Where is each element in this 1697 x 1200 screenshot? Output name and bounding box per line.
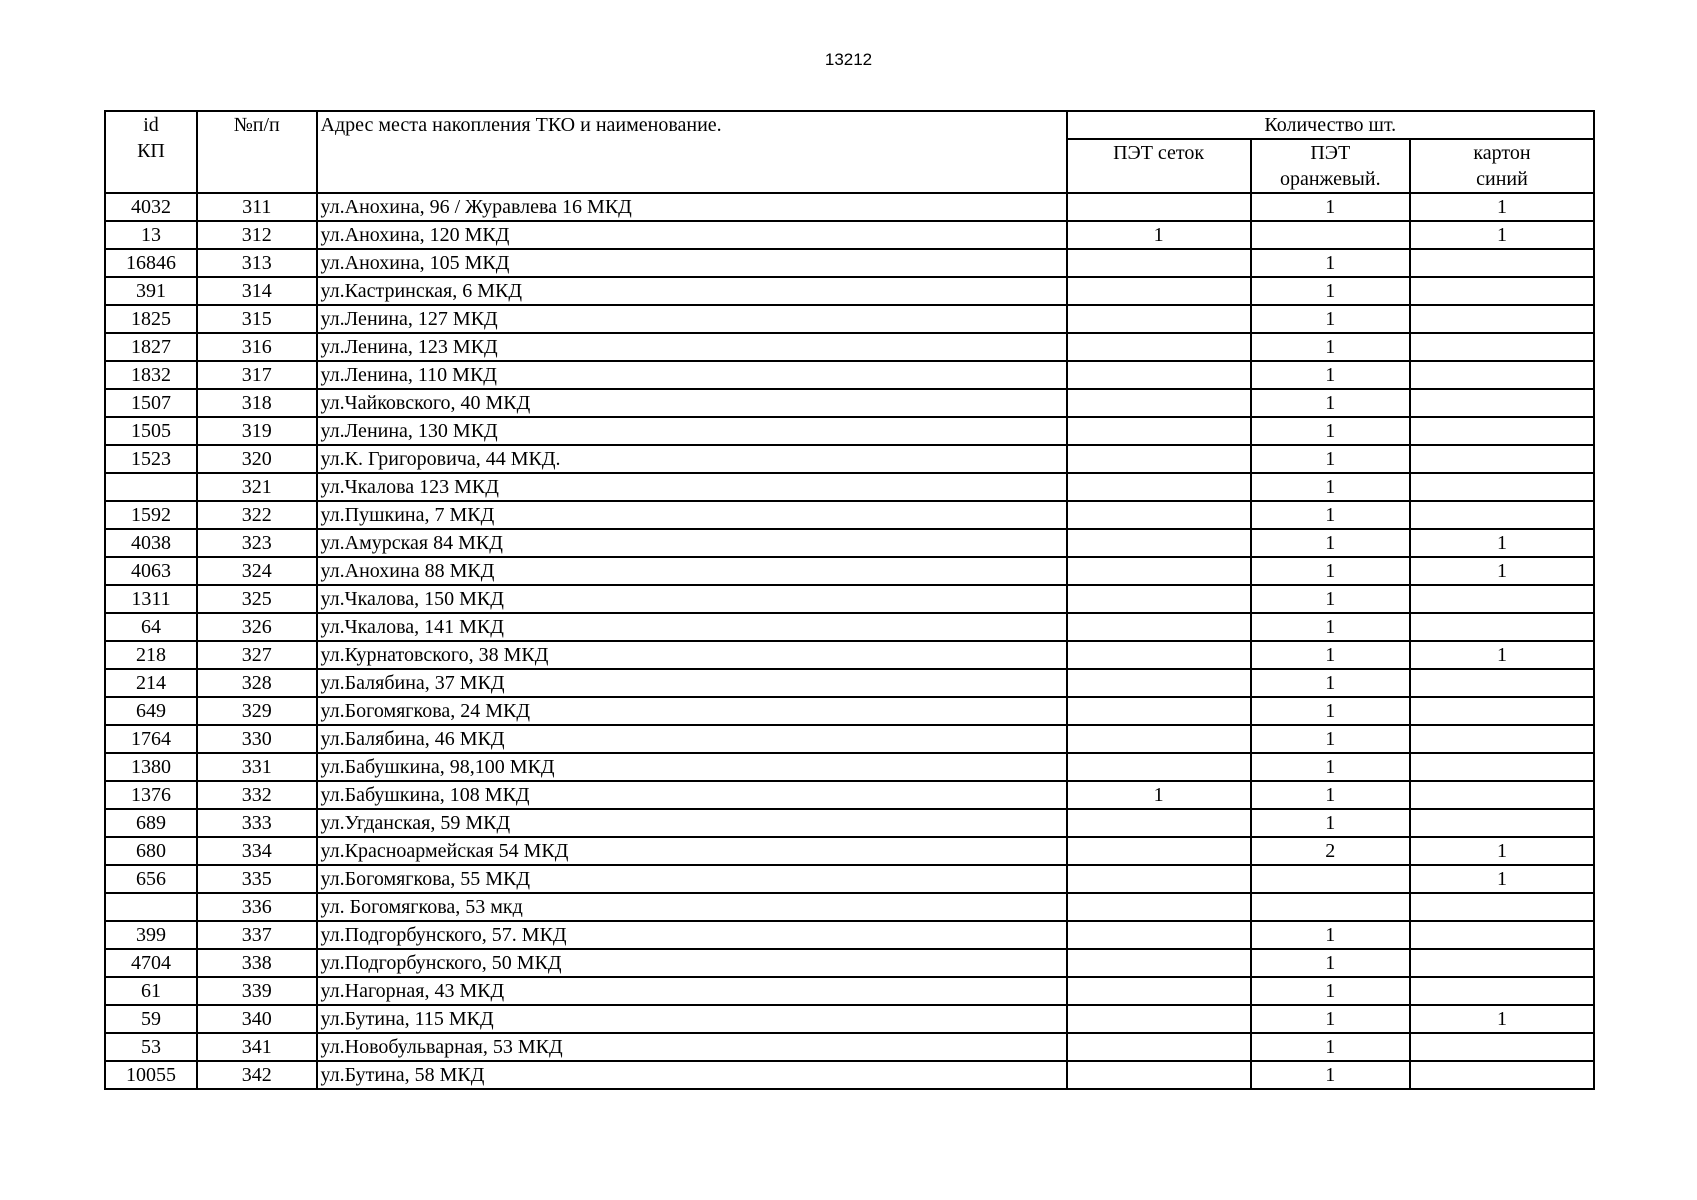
cell-id: 1523	[105, 445, 197, 473]
cell-address: ул.Богомягкова, 55 МКД	[317, 865, 1067, 893]
table-row	[105, 641, 1594, 669]
cell-num: 324	[197, 557, 317, 585]
cell-carton-blue	[1410, 501, 1594, 529]
cell-pet-orange: 1	[1251, 921, 1410, 949]
cell-pet-orange: 1	[1251, 305, 1410, 333]
header-num: №п/п	[197, 111, 317, 193]
cell-pet-nets: 1	[1067, 781, 1251, 809]
cell-carton-blue	[1410, 361, 1594, 389]
cell-address: ул.Чайковского, 40 МКД	[317, 389, 1067, 417]
cell-address: ул.Балябина, 37 МКД	[317, 669, 1067, 697]
cell-address: ул. Богомягкова, 53 мкд	[317, 893, 1067, 921]
cell-num: 327	[197, 641, 317, 669]
cell-address: ул.Курнатовского, 38 МКД	[317, 641, 1067, 669]
cell-pet-nets	[1067, 613, 1251, 641]
cell-pet-nets	[1067, 473, 1251, 501]
table-row	[105, 809, 1594, 837]
cell-id: 1505	[105, 417, 197, 445]
cell-num: 335	[197, 865, 317, 893]
cell-id: 10055	[105, 1061, 197, 1089]
cell-address: ул.Анохина 88 МКД	[317, 557, 1067, 585]
cell-pet-nets	[1067, 809, 1251, 837]
cell-pet-nets	[1067, 333, 1251, 361]
collection-points-table	[104, 110, 1595, 1090]
cell-address: ул.Ленина, 123 МКД	[317, 333, 1067, 361]
cell-pet-nets	[1067, 865, 1251, 893]
cell-carton-blue: 1	[1410, 1005, 1594, 1033]
cell-address: ул.Пушкина, 7 МКД	[317, 501, 1067, 529]
cell-pet-nets	[1067, 725, 1251, 753]
cell-id: 1592	[105, 501, 197, 529]
cell-address: ул.Чкалова 123 МКД	[317, 473, 1067, 501]
cell-num: 319	[197, 417, 317, 445]
cell-num: 320	[197, 445, 317, 473]
cell-pet-nets: 1	[1067, 221, 1251, 249]
table-row	[105, 613, 1594, 641]
cell-num: 323	[197, 529, 317, 557]
cell-id: 399	[105, 921, 197, 949]
header-pet-orange-line2: оранжевый.	[1279, 168, 1381, 190]
cell-num: 331	[197, 753, 317, 781]
cell-num: 328	[197, 669, 317, 697]
table-row	[105, 193, 1594, 221]
table-row	[105, 445, 1594, 473]
cell-carton-blue	[1410, 389, 1594, 417]
cell-pet-nets	[1067, 529, 1251, 557]
cell-address: ул.Анохина, 96 / Журавлева 16 МКД	[317, 193, 1067, 221]
cell-pet-orange	[1251, 893, 1410, 921]
cell-num: 314	[197, 277, 317, 305]
cell-carton-blue: 1	[1410, 557, 1594, 585]
table-row	[105, 333, 1594, 361]
cell-id	[105, 473, 197, 501]
cell-pet-nets	[1067, 417, 1251, 445]
cell-address: ул.Ленина, 130 МКД	[317, 417, 1067, 445]
cell-carton-blue	[1410, 333, 1594, 361]
header-pet-nets: ПЭТ сеток	[1067, 139, 1251, 193]
cell-id: 1825	[105, 305, 197, 333]
cell-num: 339	[197, 977, 317, 1005]
cell-num: 325	[197, 585, 317, 613]
cell-carton-blue	[1410, 613, 1594, 641]
cell-num: 336	[197, 893, 317, 921]
cell-id: 1832	[105, 361, 197, 389]
cell-num: 337	[197, 921, 317, 949]
cell-pet-nets	[1067, 249, 1251, 277]
cell-id: 218	[105, 641, 197, 669]
cell-address: ул.Подгорбунского, 57. МКД	[317, 921, 1067, 949]
cell-pet-orange	[1251, 221, 1410, 249]
cell-pet-orange: 1	[1251, 613, 1410, 641]
cell-carton-blue	[1410, 249, 1594, 277]
cell-pet-nets	[1067, 1005, 1251, 1033]
cell-pet-nets	[1067, 277, 1251, 305]
cell-num: 333	[197, 809, 317, 837]
cell-pet-orange: 1	[1251, 1005, 1410, 1033]
cell-pet-nets	[1067, 1033, 1251, 1061]
table-header	[105, 111, 1594, 193]
cell-carton-blue	[1410, 473, 1594, 501]
cell-num: 313	[197, 249, 317, 277]
table-row	[105, 305, 1594, 333]
cell-pet-orange: 1	[1251, 1033, 1410, 1061]
cell-address: ул.Богомягкова, 24 МКД	[317, 697, 1067, 725]
header-pet-orange	[1251, 139, 1410, 193]
cell-address: ул.Анохина, 120 МКД	[317, 221, 1067, 249]
table-row	[105, 1033, 1594, 1061]
header-carton-line2: синий	[1476, 168, 1528, 190]
cell-pet-orange: 1	[1251, 193, 1410, 221]
header-quantity: Количество шт.	[1067, 111, 1594, 139]
cell-pet-orange: 1	[1251, 725, 1410, 753]
table-row	[105, 585, 1594, 613]
cell-pet-orange: 2	[1251, 837, 1410, 865]
table-row	[105, 725, 1594, 753]
table-row	[105, 977, 1594, 1005]
cell-carton-blue	[1410, 1033, 1594, 1061]
cell-pet-orange: 1	[1251, 529, 1410, 557]
table-row	[105, 893, 1594, 921]
cell-pet-orange: 1	[1251, 417, 1410, 445]
cell-pet-orange: 1	[1251, 753, 1410, 781]
cell-num: 330	[197, 725, 317, 753]
header-address: Адрес места накопления ТКО и наименование.	[317, 111, 1067, 193]
cell-pet-orange: 1	[1251, 1061, 1410, 1089]
table-row	[105, 865, 1594, 893]
header-id-line1: id	[143, 114, 159, 136]
cell-carton-blue	[1410, 417, 1594, 445]
cell-id: 1380	[105, 753, 197, 781]
cell-num: 322	[197, 501, 317, 529]
cell-id: 16846	[105, 249, 197, 277]
table-row	[105, 1061, 1594, 1089]
cell-carton-blue: 1	[1410, 865, 1594, 893]
header-id-line2: КП	[137, 140, 165, 162]
cell-address: ул.Ленина, 127 МКД	[317, 305, 1067, 333]
cell-id: 680	[105, 837, 197, 865]
cell-pet-nets	[1067, 585, 1251, 613]
cell-carton-blue	[1410, 1061, 1594, 1089]
cell-id: 391	[105, 277, 197, 305]
cell-carton-blue	[1410, 809, 1594, 837]
table-row	[105, 501, 1594, 529]
cell-pet-orange: 1	[1251, 809, 1410, 837]
cell-pet-nets	[1067, 501, 1251, 529]
cell-id: 1764	[105, 725, 197, 753]
cell-address: ул.Чкалова, 150 МКД	[317, 585, 1067, 613]
table-row	[105, 781, 1594, 809]
cell-carton-blue: 1	[1410, 193, 1594, 221]
cell-pet-orange: 1	[1251, 389, 1410, 417]
cell-num: 312	[197, 221, 317, 249]
cell-num: 341	[197, 1033, 317, 1061]
cell-address: ул.Нагорная, 43 МКД	[317, 977, 1067, 1005]
cell-id: 1827	[105, 333, 197, 361]
cell-address: ул.Амурская 84 МКД	[317, 529, 1067, 557]
cell-pet-orange: 1	[1251, 445, 1410, 473]
cell-carton-blue	[1410, 725, 1594, 753]
cell-pet-orange: 1	[1251, 277, 1410, 305]
cell-carton-blue	[1410, 305, 1594, 333]
cell-carton-blue	[1410, 669, 1594, 697]
cell-pet-nets	[1067, 669, 1251, 697]
cell-pet-orange: 1	[1251, 557, 1410, 585]
cell-pet-nets	[1067, 557, 1251, 585]
cell-pet-orange: 1	[1251, 501, 1410, 529]
table-row	[105, 753, 1594, 781]
cell-pet-nets	[1067, 361, 1251, 389]
cell-num: 321	[197, 473, 317, 501]
cell-id: 1311	[105, 585, 197, 613]
cell-pet-nets	[1067, 837, 1251, 865]
table-row	[105, 921, 1594, 949]
cell-id: 4063	[105, 557, 197, 585]
cell-num: 316	[197, 333, 317, 361]
cell-pet-orange: 1	[1251, 697, 1410, 725]
table-row	[105, 1005, 1594, 1033]
cell-pet-orange: 1	[1251, 641, 1410, 669]
table-row	[105, 249, 1594, 277]
table-row	[105, 697, 1594, 725]
cell-id	[105, 893, 197, 921]
header-pet-orange-line1: ПЭТ	[1310, 142, 1351, 164]
table-body	[105, 193, 1594, 1089]
cell-id: 53	[105, 1033, 197, 1061]
cell-carton-blue: 1	[1410, 837, 1594, 865]
cell-pet-nets	[1067, 977, 1251, 1005]
cell-num: 332	[197, 781, 317, 809]
cell-id: 1376	[105, 781, 197, 809]
cell-id: 59	[105, 1005, 197, 1033]
cell-pet-orange: 1	[1251, 473, 1410, 501]
cell-num: 334	[197, 837, 317, 865]
cell-pet-nets	[1067, 753, 1251, 781]
table-row	[105, 389, 1594, 417]
cell-pet-nets	[1067, 893, 1251, 921]
cell-carton-blue	[1410, 977, 1594, 1005]
table-row	[105, 669, 1594, 697]
cell-address: ул.Анохина, 105 МКД	[317, 249, 1067, 277]
cell-pet-nets	[1067, 949, 1251, 977]
table-row	[105, 529, 1594, 557]
cell-num: 340	[197, 1005, 317, 1033]
cell-carton-blue: 1	[1410, 529, 1594, 557]
cell-pet-orange: 1	[1251, 249, 1410, 277]
cell-id: 689	[105, 809, 197, 837]
cell-address: ул.Чкалова, 141 МКД	[317, 613, 1067, 641]
cell-pet-orange: 1	[1251, 333, 1410, 361]
cell-pet-nets	[1067, 193, 1251, 221]
cell-id: 1507	[105, 389, 197, 417]
cell-carton-blue	[1410, 921, 1594, 949]
table-row	[105, 221, 1594, 249]
cell-address: ул.Кастринская, 6 МКД	[317, 277, 1067, 305]
table-row	[105, 473, 1594, 501]
cell-carton-blue	[1410, 277, 1594, 305]
cell-pet-nets	[1067, 641, 1251, 669]
cell-pet-orange: 1	[1251, 361, 1410, 389]
cell-num: 311	[197, 193, 317, 221]
cell-carton-blue	[1410, 697, 1594, 725]
cell-address: ул.Красноармейская 54 МКД	[317, 837, 1067, 865]
cell-id: 214	[105, 669, 197, 697]
cell-address: ул.Новобульварная, 53 МКД	[317, 1033, 1067, 1061]
cell-pet-orange	[1251, 865, 1410, 893]
cell-carton-blue	[1410, 585, 1594, 613]
cell-address: ул.Ленина, 110 МКД	[317, 361, 1067, 389]
header-carton-line1: картон	[1473, 142, 1531, 164]
cell-carton-blue: 1	[1410, 641, 1594, 669]
table-row	[105, 361, 1594, 389]
cell-pet-nets	[1067, 389, 1251, 417]
cell-carton-blue: 1	[1410, 221, 1594, 249]
cell-id: 656	[105, 865, 197, 893]
cell-pet-orange: 1	[1251, 669, 1410, 697]
header-carton-blue	[1410, 139, 1594, 193]
cell-num: 338	[197, 949, 317, 977]
cell-num: 318	[197, 389, 317, 417]
cell-pet-nets	[1067, 1061, 1251, 1089]
cell-id: 4704	[105, 949, 197, 977]
table-row	[105, 837, 1594, 865]
cell-num: 317	[197, 361, 317, 389]
cell-address: ул.Подгорбунского, 50 МКД	[317, 949, 1067, 977]
header-id	[105, 111, 197, 193]
table-row	[105, 417, 1594, 445]
page-number: 13212	[824, 50, 873, 69]
cell-pet-orange: 1	[1251, 781, 1410, 809]
cell-carton-blue	[1410, 781, 1594, 809]
cell-num: 326	[197, 613, 317, 641]
table-row	[105, 277, 1594, 305]
cell-pet-nets	[1067, 697, 1251, 725]
cell-pet-orange: 1	[1251, 977, 1410, 1005]
table-row	[105, 949, 1594, 977]
cell-id: 4032	[105, 193, 197, 221]
cell-address: ул.Угданская, 59 МКД	[317, 809, 1067, 837]
cell-address: ул.Бутина, 58 МКД	[317, 1061, 1067, 1089]
cell-pet-orange: 1	[1251, 585, 1410, 613]
table-row	[105, 557, 1594, 585]
cell-pet-orange: 1	[1251, 949, 1410, 977]
cell-num: 342	[197, 1061, 317, 1089]
cell-pet-nets	[1067, 921, 1251, 949]
cell-address: ул.Бабушкина, 98,100 МКД	[317, 753, 1067, 781]
cell-carton-blue	[1410, 445, 1594, 473]
cell-id: 64	[105, 613, 197, 641]
cell-address: ул.Балябина, 46 МКД	[317, 725, 1067, 753]
cell-num: 329	[197, 697, 317, 725]
cell-id: 61	[105, 977, 197, 1005]
cell-num: 315	[197, 305, 317, 333]
cell-carton-blue	[1410, 753, 1594, 781]
cell-id: 649	[105, 697, 197, 725]
header-row-1	[105, 111, 1594, 139]
cell-pet-nets	[1067, 305, 1251, 333]
cell-carton-blue	[1410, 893, 1594, 921]
cell-pet-nets	[1067, 445, 1251, 473]
cell-address: ул.Бабушкина, 108 МКД	[317, 781, 1067, 809]
cell-carton-blue	[1410, 949, 1594, 977]
cell-address: ул.Бутина, 115 МКД	[317, 1005, 1067, 1033]
cell-id: 13	[105, 221, 197, 249]
cell-id: 4038	[105, 529, 197, 557]
cell-address: ул.К. Григоровича, 44 МКД.	[317, 445, 1067, 473]
